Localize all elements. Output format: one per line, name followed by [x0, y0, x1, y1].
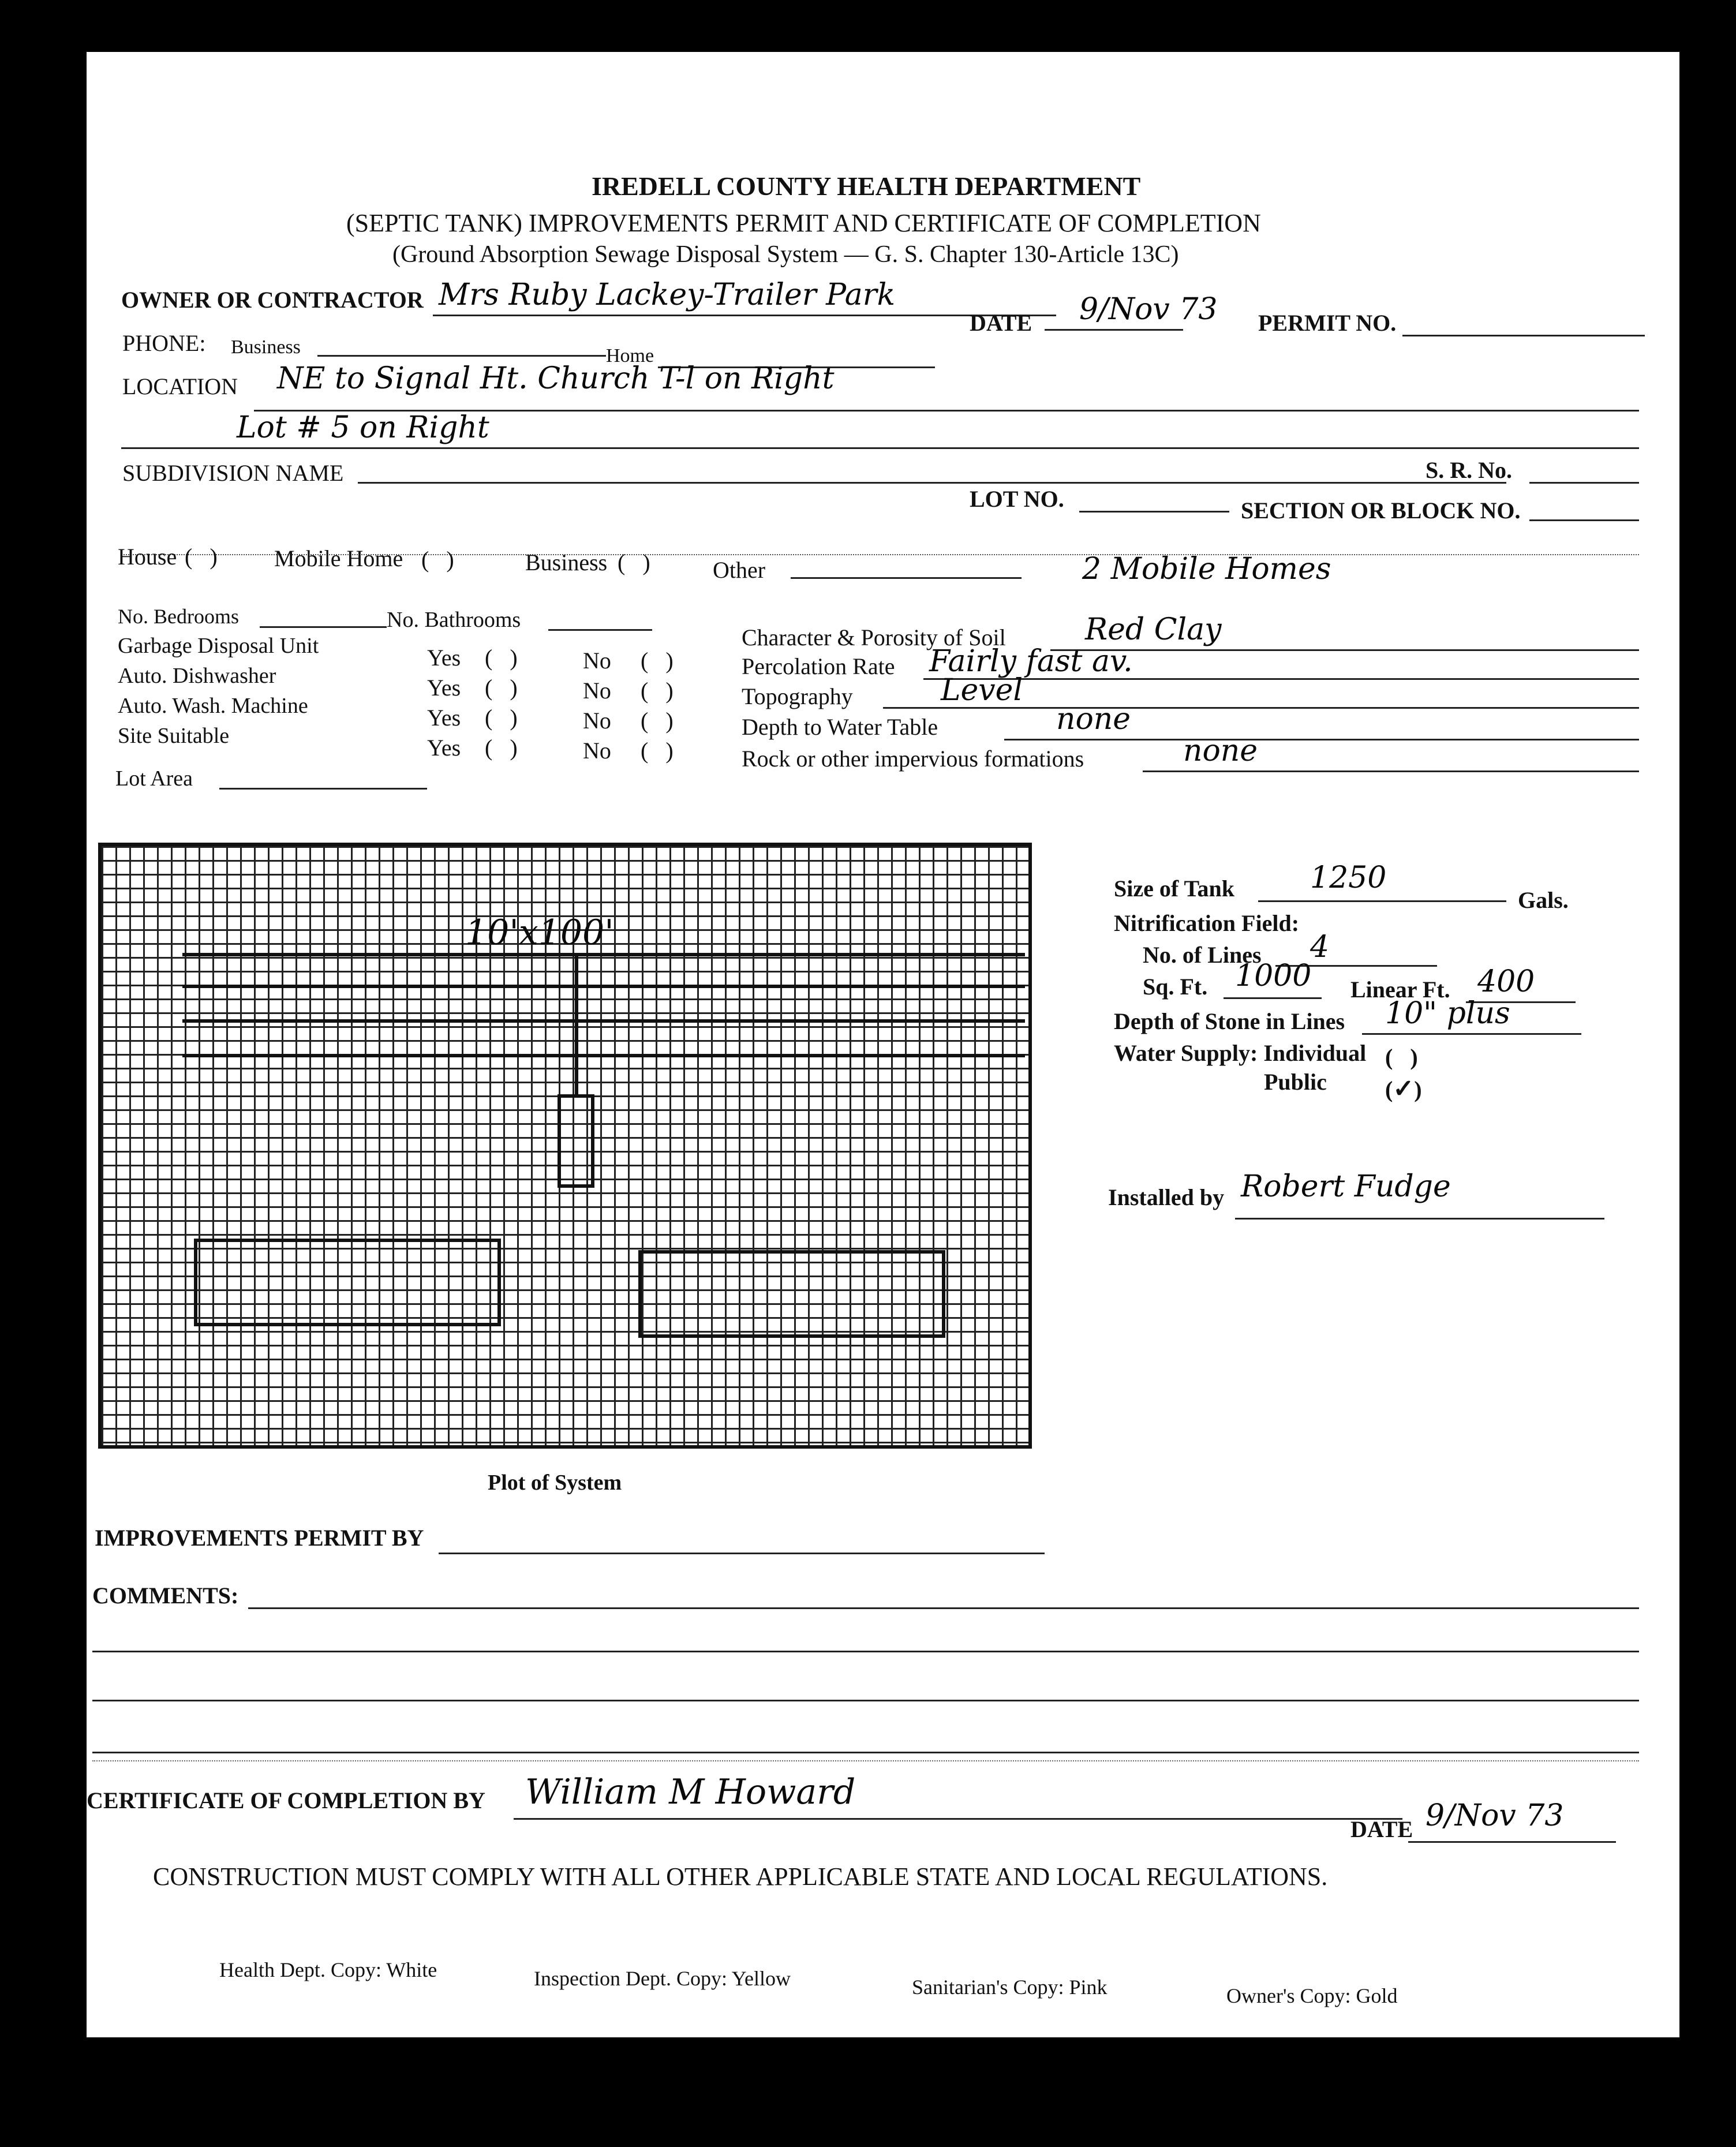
yes-checkbox[interactable]: ( ) [485, 675, 518, 701]
feature-label: Auto. Wash. Machine [118, 694, 308, 718]
septic-tank-sketch [558, 1094, 594, 1188]
installed-by-value[interactable]: Robert Fudge [1241, 1169, 1451, 1204]
drain-line [182, 1019, 1025, 1023]
phone-label: PHONE: [122, 330, 206, 356]
other-label: Other [713, 557, 766, 583]
comments-line[interactable] [92, 1752, 1639, 1753]
sr-no-label: S. R. No. [1426, 457, 1513, 483]
yes-checkbox[interactable]: ( ) [485, 735, 518, 761]
lines-count-value[interactable]: 4 [1310, 930, 1330, 964]
comments-line[interactable] [248, 1607, 1639, 1609]
mobile-home-sketch [194, 1239, 501, 1326]
mobile-home-checkbox[interactable]: ( ) [421, 547, 454, 573]
business-label: Business [525, 549, 608, 575]
rock-formation-label: Rock or other impervious formations [742, 746, 1084, 772]
certificate-date-label: DATE [1350, 1816, 1413, 1842]
no-checkbox[interactable]: ( ) [641, 708, 674, 734]
tank-size-value[interactable]: 1250 [1310, 861, 1387, 895]
date-value[interactable]: 9/Nov 73 [1079, 292, 1218, 327]
business-checkbox[interactable]: ( ) [618, 549, 650, 575]
house-label: House [118, 544, 177, 570]
mobile-home-label: Mobile Home [274, 545, 403, 571]
form-title: (SEPTIC TANK) IMPROVEMENTS PERMIT AND CERTIFICATE OF COMPLETION [346, 209, 1261, 237]
permit-no-label: PERMIT NO. [1258, 310, 1397, 336]
linear-ft-value[interactable]: 400 [1477, 964, 1535, 999]
plot-caption: Plot of System [488, 1471, 622, 1495]
owner-value[interactable]: Mrs Ruby Lackey-Trailer Park [439, 278, 896, 312]
yes-label: Yes [427, 705, 461, 731]
tank-size-label: Size of Tank [1114, 876, 1234, 902]
sqft-label: Sq. Ft. [1143, 974, 1208, 1000]
no-label: No [583, 708, 611, 734]
yes-checkbox[interactable]: ( ) [485, 705, 518, 731]
perc-rate-value[interactable]: Fairly fast av. [929, 644, 1133, 679]
certificate-date-value[interactable]: 9/Nov 73 [1426, 1798, 1564, 1833]
business-phone-label: Business [231, 336, 301, 358]
public-checkbox[interactable]: (✓) [1385, 1075, 1422, 1103]
department-title: IREDELL COUNTY HEALTH DEPARTMENT [592, 171, 1141, 201]
house-checkbox[interactable]: ( ) [185, 544, 218, 570]
rock-formation-value[interactable]: none [1183, 734, 1258, 768]
feature-label: Auto. Dishwasher [118, 664, 276, 688]
improvements-permit-label: IMPROVEMENTS PERMIT BY [95, 1525, 424, 1551]
yes-label: Yes [427, 675, 461, 701]
perc-rate-label: Percolation Rate [742, 653, 895, 679]
section-block-label: SECTION OR BLOCK NO. [1241, 498, 1521, 523]
individual-checkbox[interactable]: ( ) [1385, 1044, 1418, 1070]
comments-line[interactable] [92, 1651, 1639, 1652]
no-label: No [583, 678, 611, 704]
feature-label: Garbage Disposal Unit [118, 634, 319, 658]
location-label: LOCATION [122, 373, 238, 399]
copy-sanitarian: Sanitarian's Copy: Pink [912, 1976, 1108, 1999]
bedrooms-label: No. Bedrooms [118, 605, 239, 628]
bathrooms-label: No. Bathrooms [387, 608, 521, 632]
installed-by-label: Installed by [1108, 1184, 1225, 1210]
copy-inspection: Inspection Dept. Copy: Yellow [534, 1967, 791, 1990]
stone-depth-label: Depth of Stone in Lines [1114, 1008, 1345, 1034]
plot-grid [98, 843, 1032, 1449]
comments-label: COMMENTS: [92, 1583, 239, 1609]
linear-ft-label: Linear Ft. [1350, 977, 1450, 1003]
topography-value[interactable]: Level [941, 673, 1023, 708]
tank-unit: Gals. [1518, 887, 1569, 913]
soil-character-value[interactable]: Red Clay [1085, 612, 1222, 647]
check-mark-icon: ✓ [1393, 1075, 1415, 1103]
no-label: No [583, 648, 611, 674]
owner-label: OWNER OR CONTRACTOR [121, 287, 424, 313]
water-supply-label: Water Supply: Individual [1114, 1040, 1367, 1066]
date-label: DATE [970, 310, 1032, 336]
certificate-signature[interactable]: William M Howard [525, 1772, 856, 1812]
lot-area-label: Lot Area [115, 766, 193, 791]
location-line1[interactable]: NE to Signal Ht. Church T-l on Right [277, 361, 835, 396]
no-label: No [583, 738, 611, 764]
form-subtitle: (Ground Absorption Sewage Disposal System — G. S. Chapter 130-Article 13C) [392, 241, 1179, 268]
drain-line [182, 985, 1025, 988]
sqft-value[interactable]: 1000 [1235, 959, 1312, 993]
compliance-notice: CONSTRUCTION MUST COMPLY WITH ALL OTHER APPLICABLE STATE AND LOCAL REGULATIONS. [153, 1862, 1328, 1891]
nitrification-label: Nitrification Field: [1114, 910, 1300, 936]
plot-annotation: 10'x100' [465, 912, 614, 953]
no-checkbox[interactable]: ( ) [641, 648, 674, 674]
copy-owner: Owner's Copy: Gold [1226, 1984, 1398, 2007]
no-checkbox[interactable]: ( ) [641, 678, 674, 704]
mobile-home-sketch [638, 1250, 945, 1338]
soil-character-label: Character & Porosity of Soil [742, 624, 1006, 650]
subdivision-label: SUBDIVISION NAME [122, 460, 344, 486]
certificate-label: CERTIFICATE OF COMPLETION BY [87, 1787, 485, 1813]
drain-line [182, 1054, 1025, 1057]
drain-line [182, 953, 1025, 956]
yes-label: Yes [427, 645, 461, 671]
lot-no-label: LOT NO. [970, 486, 1064, 512]
no-checkbox[interactable]: ( ) [641, 738, 674, 764]
copy-health: Health Dept. Copy: White [219, 1958, 437, 1981]
public-label: Public [1264, 1069, 1327, 1095]
feature-label: Site Suitable [118, 724, 230, 748]
other-value[interactable]: 2 Mobile Homes [1082, 552, 1331, 586]
topography-label: Topography [742, 683, 853, 709]
home-phone-label: Home [606, 345, 654, 366]
water-table-value[interactable]: none [1056, 702, 1131, 736]
yes-checkbox[interactable]: ( ) [485, 645, 518, 671]
water-table-label: Depth to Water Table [742, 714, 938, 740]
lines-count-label: No. of Lines [1143, 942, 1262, 968]
comments-line[interactable] [92, 1700, 1639, 1701]
permit-form [87, 52, 1679, 2037]
header-pipe [575, 953, 578, 1094]
location-line2[interactable]: Lot # 5 on Right [237, 410, 489, 445]
yes-label: Yes [427, 735, 461, 761]
stone-depth-value[interactable]: 10" plus [1385, 996, 1510, 1031]
